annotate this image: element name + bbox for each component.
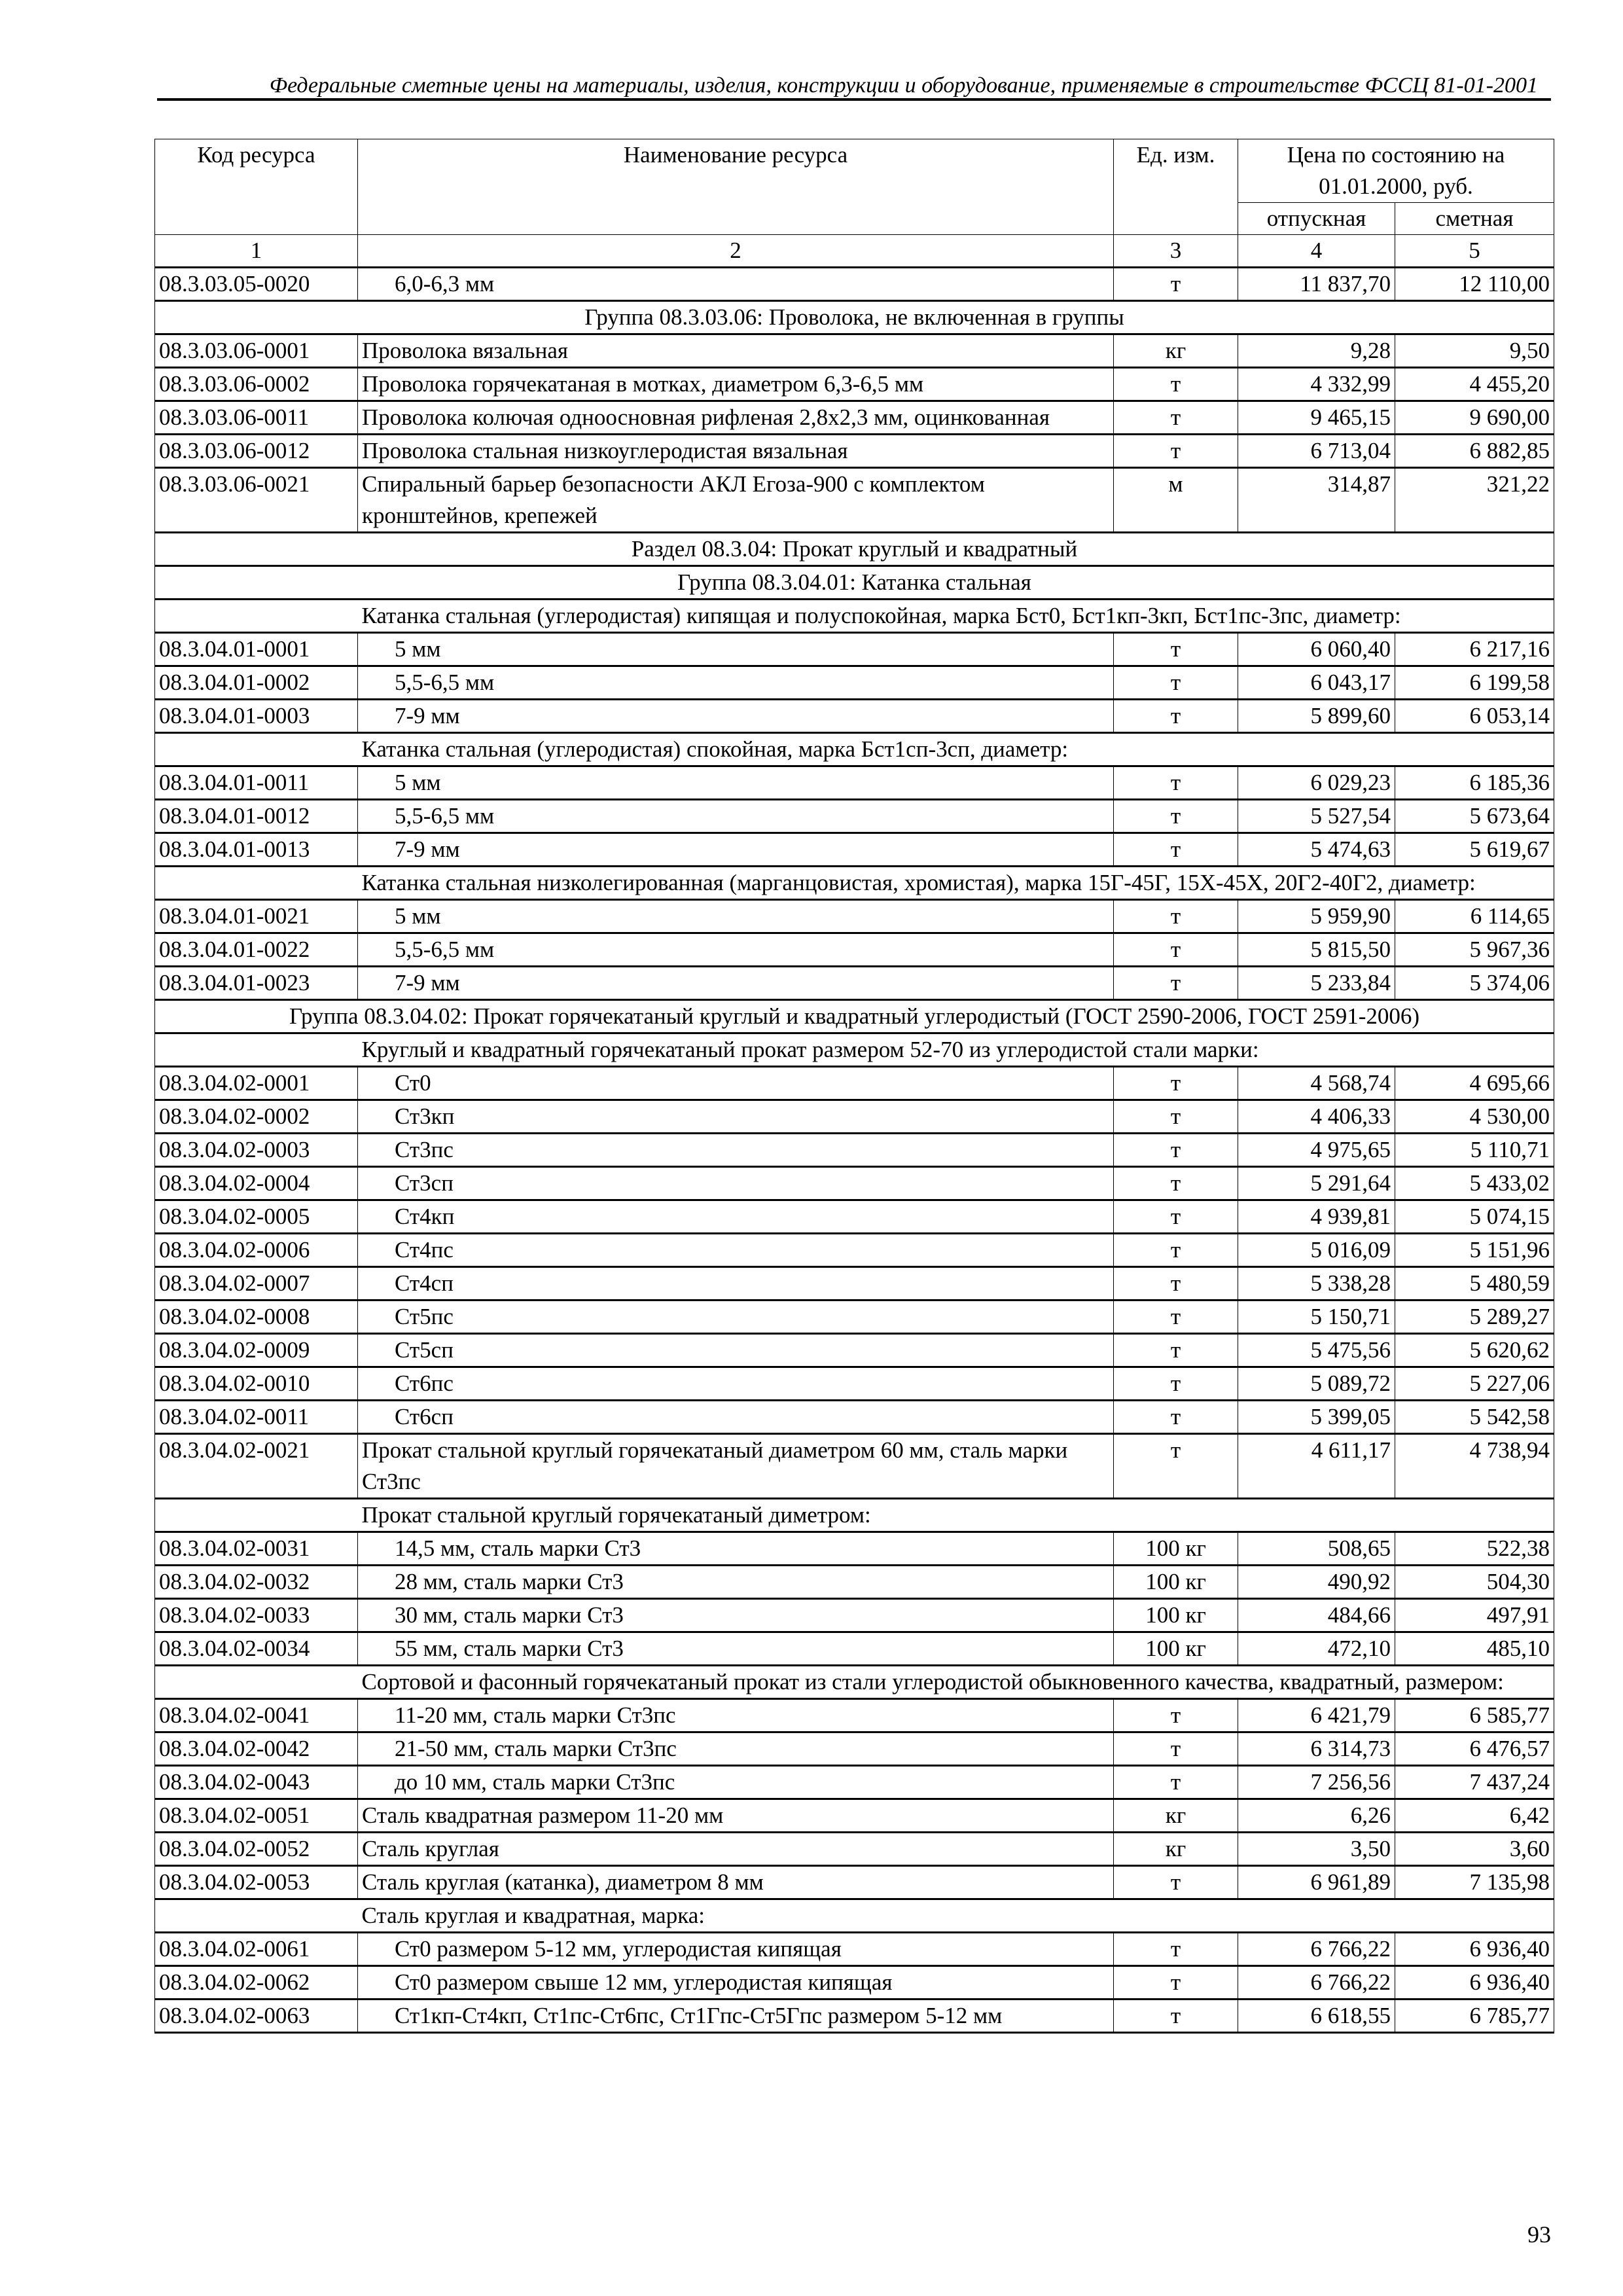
release-price: 6 713,04 bbox=[1238, 435, 1395, 468]
table-row bbox=[155, 401, 1554, 435]
table-row bbox=[155, 268, 1554, 301]
unit-of-measure: т bbox=[1114, 1766, 1238, 1799]
table-row bbox=[155, 833, 1554, 867]
estimate-price: 321,22 bbox=[1395, 468, 1554, 533]
resource-code: 08.3.04.02-0006 bbox=[155, 1234, 358, 1267]
estimate-price: 5 967,36 bbox=[1395, 933, 1554, 967]
header-release-price: отпускная bbox=[1238, 203, 1395, 235]
release-price: 5 815,50 bbox=[1238, 933, 1395, 967]
estimate-price: 5 542,58 bbox=[1395, 1401, 1554, 1434]
estimate-price: 6,42 bbox=[1395, 1799, 1554, 1833]
table-row bbox=[155, 1732, 1554, 1766]
resource-name: Ст5пс bbox=[358, 1300, 1114, 1334]
resource-name: Ст3пс bbox=[358, 1134, 1114, 1167]
estimate-price: 6 785,77 bbox=[1395, 2000, 1554, 2033]
resource-code: 08.3.04.02-0051 bbox=[155, 1799, 358, 1833]
resource-name: 5,5-6,5 мм bbox=[358, 666, 1114, 700]
resource-code: 08.3.04.01-0023 bbox=[155, 967, 358, 1000]
resource-code: 08.3.03.06-0011 bbox=[155, 401, 358, 435]
resource-name: 30 мм, сталь марки Ст3 bbox=[358, 1599, 1114, 1632]
table-row bbox=[155, 1401, 1554, 1434]
resource-code: 08.3.04.02-0002 bbox=[155, 1100, 358, 1134]
section-heading: Раздел 08.3.04: Прокат круглый и квадратный bbox=[155, 533, 1554, 566]
unit-of-measure: т bbox=[1114, 1866, 1238, 1899]
estimate-price: 5 433,02 bbox=[1395, 1167, 1554, 1200]
resource-name: Ст6сп bbox=[358, 1401, 1114, 1434]
resource-code: 08.3.04.02-0010 bbox=[155, 1367, 358, 1401]
estimate-price: 5 620,62 bbox=[1395, 1334, 1554, 1367]
unit-of-measure: т bbox=[1114, 900, 1238, 933]
unit-of-measure: т bbox=[1114, 401, 1238, 435]
release-price: 4 568,74 bbox=[1238, 1067, 1395, 1100]
table-row bbox=[155, 1966, 1554, 2000]
subgroup-description-row bbox=[155, 867, 1554, 900]
table-row bbox=[155, 1100, 1554, 1134]
estimate-price: 6 936,40 bbox=[1395, 1933, 1554, 1966]
section-heading-row bbox=[155, 1000, 1554, 1033]
resource-code: 08.3.04.01-0012 bbox=[155, 800, 358, 833]
empty-code-cell bbox=[155, 1666, 358, 1699]
resource-name: 14,5 мм, сталь марки Ст3 bbox=[358, 1532, 1114, 1566]
unit-of-measure: кг bbox=[1114, 1799, 1238, 1833]
unit-of-measure: т bbox=[1114, 1267, 1238, 1300]
table-row bbox=[155, 1799, 1554, 1833]
resource-code: 08.3.04.02-0003 bbox=[155, 1134, 358, 1167]
table-row bbox=[155, 1067, 1554, 1100]
header-unit: Ед. изм. bbox=[1114, 139, 1238, 235]
release-price: 9 465,15 bbox=[1238, 401, 1395, 435]
table-row bbox=[155, 1532, 1554, 1566]
table-row bbox=[155, 967, 1554, 1000]
table-row bbox=[155, 1167, 1554, 1200]
resource-name: 5,5-6,5 мм bbox=[358, 933, 1114, 967]
resource-code: 08.3.04.02-0009 bbox=[155, 1334, 358, 1367]
estimate-price: 5 374,06 bbox=[1395, 967, 1554, 1000]
unit-of-measure: т bbox=[1114, 833, 1238, 867]
unit-of-measure: т bbox=[1114, 1167, 1238, 1200]
table-row bbox=[155, 900, 1554, 933]
table-row bbox=[155, 700, 1554, 733]
resource-name: 5,5-6,5 мм bbox=[358, 800, 1114, 833]
estimate-price: 5 619,67 bbox=[1395, 833, 1554, 867]
running-head: Федеральные сметные цены на материалы, изделия, конструкции и оборудование, применяемые в строительстве ФССЦ 81-01-2001 bbox=[269, 73, 1538, 98]
section-heading-row bbox=[155, 566, 1554, 600]
unit-of-measure: 100 кг bbox=[1114, 1566, 1238, 1599]
resource-code: 08.3.04.01-0001 bbox=[155, 633, 358, 666]
table-row bbox=[155, 435, 1554, 468]
release-price: 5 399,05 bbox=[1238, 1401, 1395, 1434]
resource-name: Ст1кп-Ст4кп, Ст1пс-Ст6пс, Ст1Гпс-Ст5Гпс размером 5-12 мм bbox=[358, 2000, 1114, 2033]
estimate-price: 6 053,14 bbox=[1395, 700, 1554, 733]
resource-code: 08.3.03.06-0002 bbox=[155, 368, 358, 401]
subgroup-description: Сортовой и фасонный горячекатаный прокат из стали углеродистой обыкновенного качества, квадратный, размером: bbox=[358, 1666, 1554, 1699]
estimate-price: 485,10 bbox=[1395, 1632, 1554, 1666]
resource-name: Ст3сп bbox=[358, 1167, 1114, 1200]
unit-of-measure: т bbox=[1114, 1300, 1238, 1334]
resource-code: 08.3.03.05-0020 bbox=[155, 268, 358, 301]
empty-code-cell bbox=[155, 1499, 358, 1532]
unit-of-measure: т bbox=[1114, 1434, 1238, 1499]
unit-of-measure: кг bbox=[1114, 334, 1238, 368]
unit-of-measure: т bbox=[1114, 633, 1238, 666]
unit-of-measure: м bbox=[1114, 468, 1238, 533]
section-heading: Группа 08.3.04.02: Прокат горячекатаный круглый и квадратный углеродистый (ГОСТ 2590-2006, ГОСТ 2591-2006) bbox=[155, 1000, 1554, 1033]
unit-of-measure: 100 кг bbox=[1114, 1632, 1238, 1666]
resource-name: Спиральный барьер безопасности АКЛ Егоза-900 с комплектом кронштейнов, крепежей bbox=[358, 468, 1114, 533]
price-table bbox=[154, 139, 1554, 2034]
resource-name: Ст5сп bbox=[358, 1334, 1114, 1367]
header-code: Код ресурса bbox=[155, 139, 358, 235]
subgroup-description: Катанка стальная низколегированная (марганцовистая, хромистая), марка 15Г-45Г, 15Х-45Х, 20Г2-40Г2, диаметр: bbox=[358, 867, 1554, 900]
release-price: 4 975,65 bbox=[1238, 1134, 1395, 1167]
estimate-price: 6 476,57 bbox=[1395, 1732, 1554, 1766]
release-price: 5 475,56 bbox=[1238, 1334, 1395, 1367]
resource-code: 08.3.04.02-0011 bbox=[155, 1401, 358, 1434]
release-price: 472,10 bbox=[1238, 1632, 1395, 1666]
subgroup-description-row bbox=[155, 1499, 1554, 1532]
resource-code: 08.3.04.02-0052 bbox=[155, 1833, 358, 1866]
resource-code: 08.3.04.02-0042 bbox=[155, 1732, 358, 1766]
release-price: 6 618,55 bbox=[1238, 2000, 1395, 2033]
resource-name: Проволока стальная низкоуглеродистая вязальная bbox=[358, 435, 1114, 468]
unit-of-measure: т bbox=[1114, 1732, 1238, 1766]
unit-of-measure: т bbox=[1114, 666, 1238, 700]
table-row bbox=[155, 933, 1554, 967]
resource-name: Сталь круглая bbox=[358, 1833, 1114, 1866]
unit-of-measure: 100 кг bbox=[1114, 1599, 1238, 1632]
unit-of-measure: т bbox=[1114, 1699, 1238, 1732]
resource-name: до 10 мм, сталь марки Ст3пс bbox=[358, 1766, 1114, 1799]
estimate-price: 5 673,64 bbox=[1395, 800, 1554, 833]
unit-of-measure: т bbox=[1114, 1067, 1238, 1100]
estimate-price: 5 480,59 bbox=[1395, 1267, 1554, 1300]
table-row bbox=[155, 1434, 1554, 1499]
release-price: 484,66 bbox=[1238, 1599, 1395, 1632]
estimate-price: 3,60 bbox=[1395, 1833, 1554, 1866]
resource-name: Проволока горячекатаная в мотках, диаметром 6,3-6,5 мм bbox=[358, 368, 1114, 401]
unit-of-measure: т bbox=[1114, 700, 1238, 733]
subgroup-description: Катанка стальная (углеродистая) спокойная, марка Бст1сп-3сп, диаметр: bbox=[358, 733, 1554, 766]
estimate-price: 5 074,15 bbox=[1395, 1200, 1554, 1234]
unit-of-measure: т bbox=[1114, 1966, 1238, 2000]
release-price: 6 314,73 bbox=[1238, 1732, 1395, 1766]
unit-of-measure: т bbox=[1114, 1234, 1238, 1267]
estimate-price: 6 585,77 bbox=[1395, 1699, 1554, 1732]
resource-code: 08.3.03.06-0021 bbox=[155, 468, 358, 533]
release-price: 314,87 bbox=[1238, 468, 1395, 533]
column-number: 5 bbox=[1395, 235, 1554, 268]
unit-of-measure: т bbox=[1114, 1200, 1238, 1234]
release-price: 5 150,71 bbox=[1238, 1300, 1395, 1334]
table-row bbox=[155, 1267, 1554, 1300]
unit-of-measure: кг bbox=[1114, 1833, 1238, 1866]
estimate-price: 6 199,58 bbox=[1395, 666, 1554, 700]
release-price: 9,28 bbox=[1238, 334, 1395, 368]
estimate-price: 6 185,36 bbox=[1395, 766, 1554, 800]
resource-code: 08.3.04.01-0013 bbox=[155, 833, 358, 867]
unit-of-measure: т bbox=[1114, 967, 1238, 1000]
table-row bbox=[155, 766, 1554, 800]
table-row bbox=[155, 1599, 1554, 1632]
header-estimate-price: сметная bbox=[1395, 203, 1554, 235]
release-price: 4 611,17 bbox=[1238, 1434, 1395, 1499]
estimate-price: 5 110,71 bbox=[1395, 1134, 1554, 1167]
estimate-price: 6 936,40 bbox=[1395, 1966, 1554, 2000]
release-price: 5 016,09 bbox=[1238, 1234, 1395, 1267]
estimate-price: 7 437,24 bbox=[1395, 1766, 1554, 1799]
table-row bbox=[155, 1632, 1554, 1666]
unit-of-measure: т bbox=[1114, 1367, 1238, 1401]
resource-code: 08.3.04.02-0062 bbox=[155, 1966, 358, 2000]
table-row bbox=[155, 666, 1554, 700]
release-price: 5 338,28 bbox=[1238, 1267, 1395, 1300]
resource-name: Ст4кп bbox=[358, 1200, 1114, 1234]
estimate-price: 9 690,00 bbox=[1395, 401, 1554, 435]
resource-code: 08.3.04.02-0034 bbox=[155, 1632, 358, 1666]
resource-code: 08.3.04.02-0061 bbox=[155, 1933, 358, 1966]
column-number: 1 bbox=[155, 235, 358, 268]
subgroup-description: Сталь круглая и квадратная, марка: bbox=[358, 1899, 1554, 1933]
resource-code: 08.3.04.02-0007 bbox=[155, 1267, 358, 1300]
resource-name: 5 мм bbox=[358, 900, 1114, 933]
estimate-price: 7 135,98 bbox=[1395, 1866, 1554, 1899]
estimate-price: 4 530,00 bbox=[1395, 1100, 1554, 1134]
resource-name: 7-9 мм bbox=[358, 700, 1114, 733]
unit-of-measure: т bbox=[1114, 435, 1238, 468]
release-price: 11 837,70 bbox=[1238, 268, 1395, 301]
release-price: 490,92 bbox=[1238, 1566, 1395, 1599]
table-row bbox=[155, 1134, 1554, 1167]
header-rule bbox=[157, 98, 1551, 101]
table-row bbox=[155, 1234, 1554, 1267]
header-price-group: Цена по состоянию на 01.01.2000, руб. bbox=[1238, 139, 1554, 203]
resource-name: Ст4пс bbox=[358, 1234, 1114, 1267]
unit-of-measure: т bbox=[1114, 933, 1238, 967]
release-price: 508,65 bbox=[1238, 1532, 1395, 1566]
release-price: 6 766,22 bbox=[1238, 1933, 1395, 1966]
resource-name: Ст0 размером свыше 12 мм, углеродистая кипящая bbox=[358, 1966, 1114, 2000]
table-row bbox=[155, 468, 1554, 533]
subgroup-description: Круглый и квадратный горячекатаный прокат размером 52-70 из углеродистой стали марки: bbox=[358, 1033, 1554, 1067]
unit-of-measure: т bbox=[1114, 800, 1238, 833]
resource-code: 08.3.04.01-0002 bbox=[155, 666, 358, 700]
resource-name: 7-9 мм bbox=[358, 967, 1114, 1000]
empty-code-cell bbox=[155, 1033, 358, 1067]
resource-name: Ст6пс bbox=[358, 1367, 1114, 1401]
resource-code: 08.3.04.02-0005 bbox=[155, 1200, 358, 1234]
estimate-price: 5 151,96 bbox=[1395, 1234, 1554, 1267]
resource-code: 08.3.04.02-0033 bbox=[155, 1599, 358, 1632]
resource-code: 08.3.04.02-0041 bbox=[155, 1699, 358, 1732]
table-row bbox=[155, 1833, 1554, 1866]
resource-code: 08.3.04.02-0021 bbox=[155, 1434, 358, 1499]
unit-of-measure: 100 кг bbox=[1114, 1532, 1238, 1566]
unit-of-measure: т bbox=[1114, 1933, 1238, 1966]
resource-name: Ст4сп bbox=[358, 1267, 1114, 1300]
resource-code: 08.3.04.02-0043 bbox=[155, 1766, 358, 1799]
release-price: 5 089,72 bbox=[1238, 1367, 1395, 1401]
release-price: 3,50 bbox=[1238, 1833, 1395, 1866]
resource-code: 08.3.04.01-0011 bbox=[155, 766, 358, 800]
unit-of-measure: т bbox=[1114, 766, 1238, 800]
resource-code: 08.3.04.02-0001 bbox=[155, 1067, 358, 1100]
estimate-price: 522,38 bbox=[1395, 1532, 1554, 1566]
resource-name: Ст3кп bbox=[358, 1100, 1114, 1134]
resource-name: Сталь круглая (катанка), диаметром 8 мм bbox=[358, 1866, 1114, 1899]
resource-name: 11-20 мм, сталь марки Ст3пс bbox=[358, 1699, 1114, 1732]
release-price: 6 961,89 bbox=[1238, 1866, 1395, 1899]
table-row bbox=[155, 1566, 1554, 1599]
resource-name: Проволока колючая одноосновная рифленая 2,8х2,3 мм, оцинкованная bbox=[358, 401, 1114, 435]
release-price: 6,26 bbox=[1238, 1799, 1395, 1833]
resource-code: 08.3.03.06-0012 bbox=[155, 435, 358, 468]
estimate-price: 6 114,65 bbox=[1395, 900, 1554, 933]
resource-code: 08.3.04.01-0003 bbox=[155, 700, 358, 733]
table-row bbox=[155, 1699, 1554, 1732]
release-price: 6 043,17 bbox=[1238, 666, 1395, 700]
table-row bbox=[155, 1300, 1554, 1334]
release-price: 5 291,64 bbox=[1238, 1167, 1395, 1200]
table-row bbox=[155, 1866, 1554, 1899]
table-row bbox=[155, 1766, 1554, 1799]
resource-name: 6,0-6,3 мм bbox=[358, 268, 1114, 301]
release-price: 6 029,23 bbox=[1238, 766, 1395, 800]
resource-name: Проволока вязальная bbox=[358, 334, 1114, 368]
empty-code-cell bbox=[155, 733, 358, 766]
column-number: 4 bbox=[1238, 235, 1395, 268]
table-row bbox=[155, 2000, 1554, 2033]
table-row bbox=[155, 368, 1554, 401]
release-price: 6 060,40 bbox=[1238, 633, 1395, 666]
table-row bbox=[155, 334, 1554, 368]
resource-name: 5 мм bbox=[358, 633, 1114, 666]
section-heading: Группа 08.3.04.01: Катанка стальная bbox=[155, 566, 1554, 600]
resource-name: Сталь квадратная размером 11-20 мм bbox=[358, 1799, 1114, 1833]
release-price: 7 256,56 bbox=[1238, 1766, 1395, 1799]
table-row bbox=[155, 800, 1554, 833]
table-row bbox=[155, 1933, 1554, 1966]
empty-code-cell bbox=[155, 600, 358, 633]
release-price: 4 332,99 bbox=[1238, 368, 1395, 401]
estimate-price: 6 217,16 bbox=[1395, 633, 1554, 666]
estimate-price: 12 110,00 bbox=[1395, 268, 1554, 301]
table-body bbox=[155, 268, 1554, 2033]
estimate-price: 5 289,27 bbox=[1395, 1300, 1554, 1334]
release-price: 5 527,54 bbox=[1238, 800, 1395, 833]
resource-code: 08.3.04.02-0053 bbox=[155, 1866, 358, 1899]
release-price: 5 959,90 bbox=[1238, 900, 1395, 933]
estimate-price: 4 455,20 bbox=[1395, 368, 1554, 401]
resource-name: Ст0 размером 5-12 мм, углеродистая кипящая bbox=[358, 1933, 1114, 1966]
table-row bbox=[155, 633, 1554, 666]
subgroup-description-row bbox=[155, 600, 1554, 633]
resource-code: 08.3.04.02-0063 bbox=[155, 2000, 358, 2033]
subgroup-description-row bbox=[155, 1899, 1554, 1933]
resource-code: 08.3.04.01-0022 bbox=[155, 933, 358, 967]
column-number: 2 bbox=[358, 235, 1114, 268]
resource-code: 08.3.04.02-0031 bbox=[155, 1532, 358, 1566]
resource-name: 5 мм bbox=[358, 766, 1114, 800]
estimate-price: 5 227,06 bbox=[1395, 1367, 1554, 1401]
resource-code: 08.3.03.06-0001 bbox=[155, 334, 358, 368]
estimate-price: 504,30 bbox=[1395, 1566, 1554, 1599]
header-name: Наименование ресурса bbox=[358, 139, 1114, 235]
subgroup-description-row bbox=[155, 733, 1554, 766]
table-row bbox=[155, 1334, 1554, 1367]
unit-of-measure: т bbox=[1114, 268, 1238, 301]
empty-code-cell bbox=[155, 867, 358, 900]
unit-of-measure: т bbox=[1114, 1100, 1238, 1134]
page-number: 93 bbox=[1527, 2221, 1551, 2248]
release-price: 6 766,22 bbox=[1238, 1966, 1395, 2000]
resource-code: 08.3.04.01-0021 bbox=[155, 900, 358, 933]
estimate-price: 9,50 bbox=[1395, 334, 1554, 368]
subgroup-description: Катанка стальная (углеродистая) кипящая и полуспокойная, марка Бст0, Бст1кп-3кп, Бст1пс-3пс, диаметр: bbox=[358, 600, 1554, 633]
column-number: 3 bbox=[1114, 235, 1238, 268]
subgroup-description-row bbox=[155, 1033, 1554, 1067]
estimate-price: 4 695,66 bbox=[1395, 1067, 1554, 1100]
release-price: 5 899,60 bbox=[1238, 700, 1395, 733]
unit-of-measure: т bbox=[1114, 2000, 1238, 2033]
section-heading-row bbox=[155, 301, 1554, 334]
resource-code: 08.3.04.02-0008 bbox=[155, 1300, 358, 1334]
unit-of-measure: т bbox=[1114, 1401, 1238, 1434]
section-heading-row bbox=[155, 533, 1554, 566]
section-heading: Группа 08.3.03.06: Проволока, не включенная в группы bbox=[155, 301, 1554, 334]
resource-name: Прокат стальной круглый горячекатаный диаметром 60 мм, сталь марки Ст3пс bbox=[358, 1434, 1114, 1499]
resource-name: 55 мм, сталь марки Ст3 bbox=[358, 1632, 1114, 1666]
subgroup-description: Прокат стальной круглый горячекатаный диметром: bbox=[358, 1499, 1554, 1532]
resource-code: 08.3.04.02-0004 bbox=[155, 1167, 358, 1200]
table-row bbox=[155, 1200, 1554, 1234]
unit-of-measure: т bbox=[1114, 368, 1238, 401]
subgroup-description-row bbox=[155, 1666, 1554, 1699]
table-row bbox=[155, 1367, 1554, 1401]
release-price: 4 939,81 bbox=[1238, 1200, 1395, 1234]
column-numbers-row bbox=[155, 235, 1554, 268]
estimate-price: 497,91 bbox=[1395, 1599, 1554, 1632]
release-price: 6 421,79 bbox=[1238, 1699, 1395, 1732]
resource-name: 21-50 мм, сталь марки Ст3пс bbox=[358, 1732, 1114, 1766]
release-price: 4 406,33 bbox=[1238, 1100, 1395, 1134]
unit-of-measure: т bbox=[1114, 1134, 1238, 1167]
release-price: 5 233,84 bbox=[1238, 967, 1395, 1000]
estimate-price: 4 738,94 bbox=[1395, 1434, 1554, 1499]
empty-code-cell bbox=[155, 1899, 358, 1933]
resource-name: 7-9 мм bbox=[358, 833, 1114, 867]
resource-code: 08.3.04.02-0032 bbox=[155, 1566, 358, 1599]
resource-name: Ст0 bbox=[358, 1067, 1114, 1100]
estimate-price: 6 882,85 bbox=[1395, 435, 1554, 468]
release-price: 5 474,63 bbox=[1238, 833, 1395, 867]
resource-name: 28 мм, сталь марки Ст3 bbox=[358, 1566, 1114, 1599]
unit-of-measure: т bbox=[1114, 1334, 1238, 1367]
